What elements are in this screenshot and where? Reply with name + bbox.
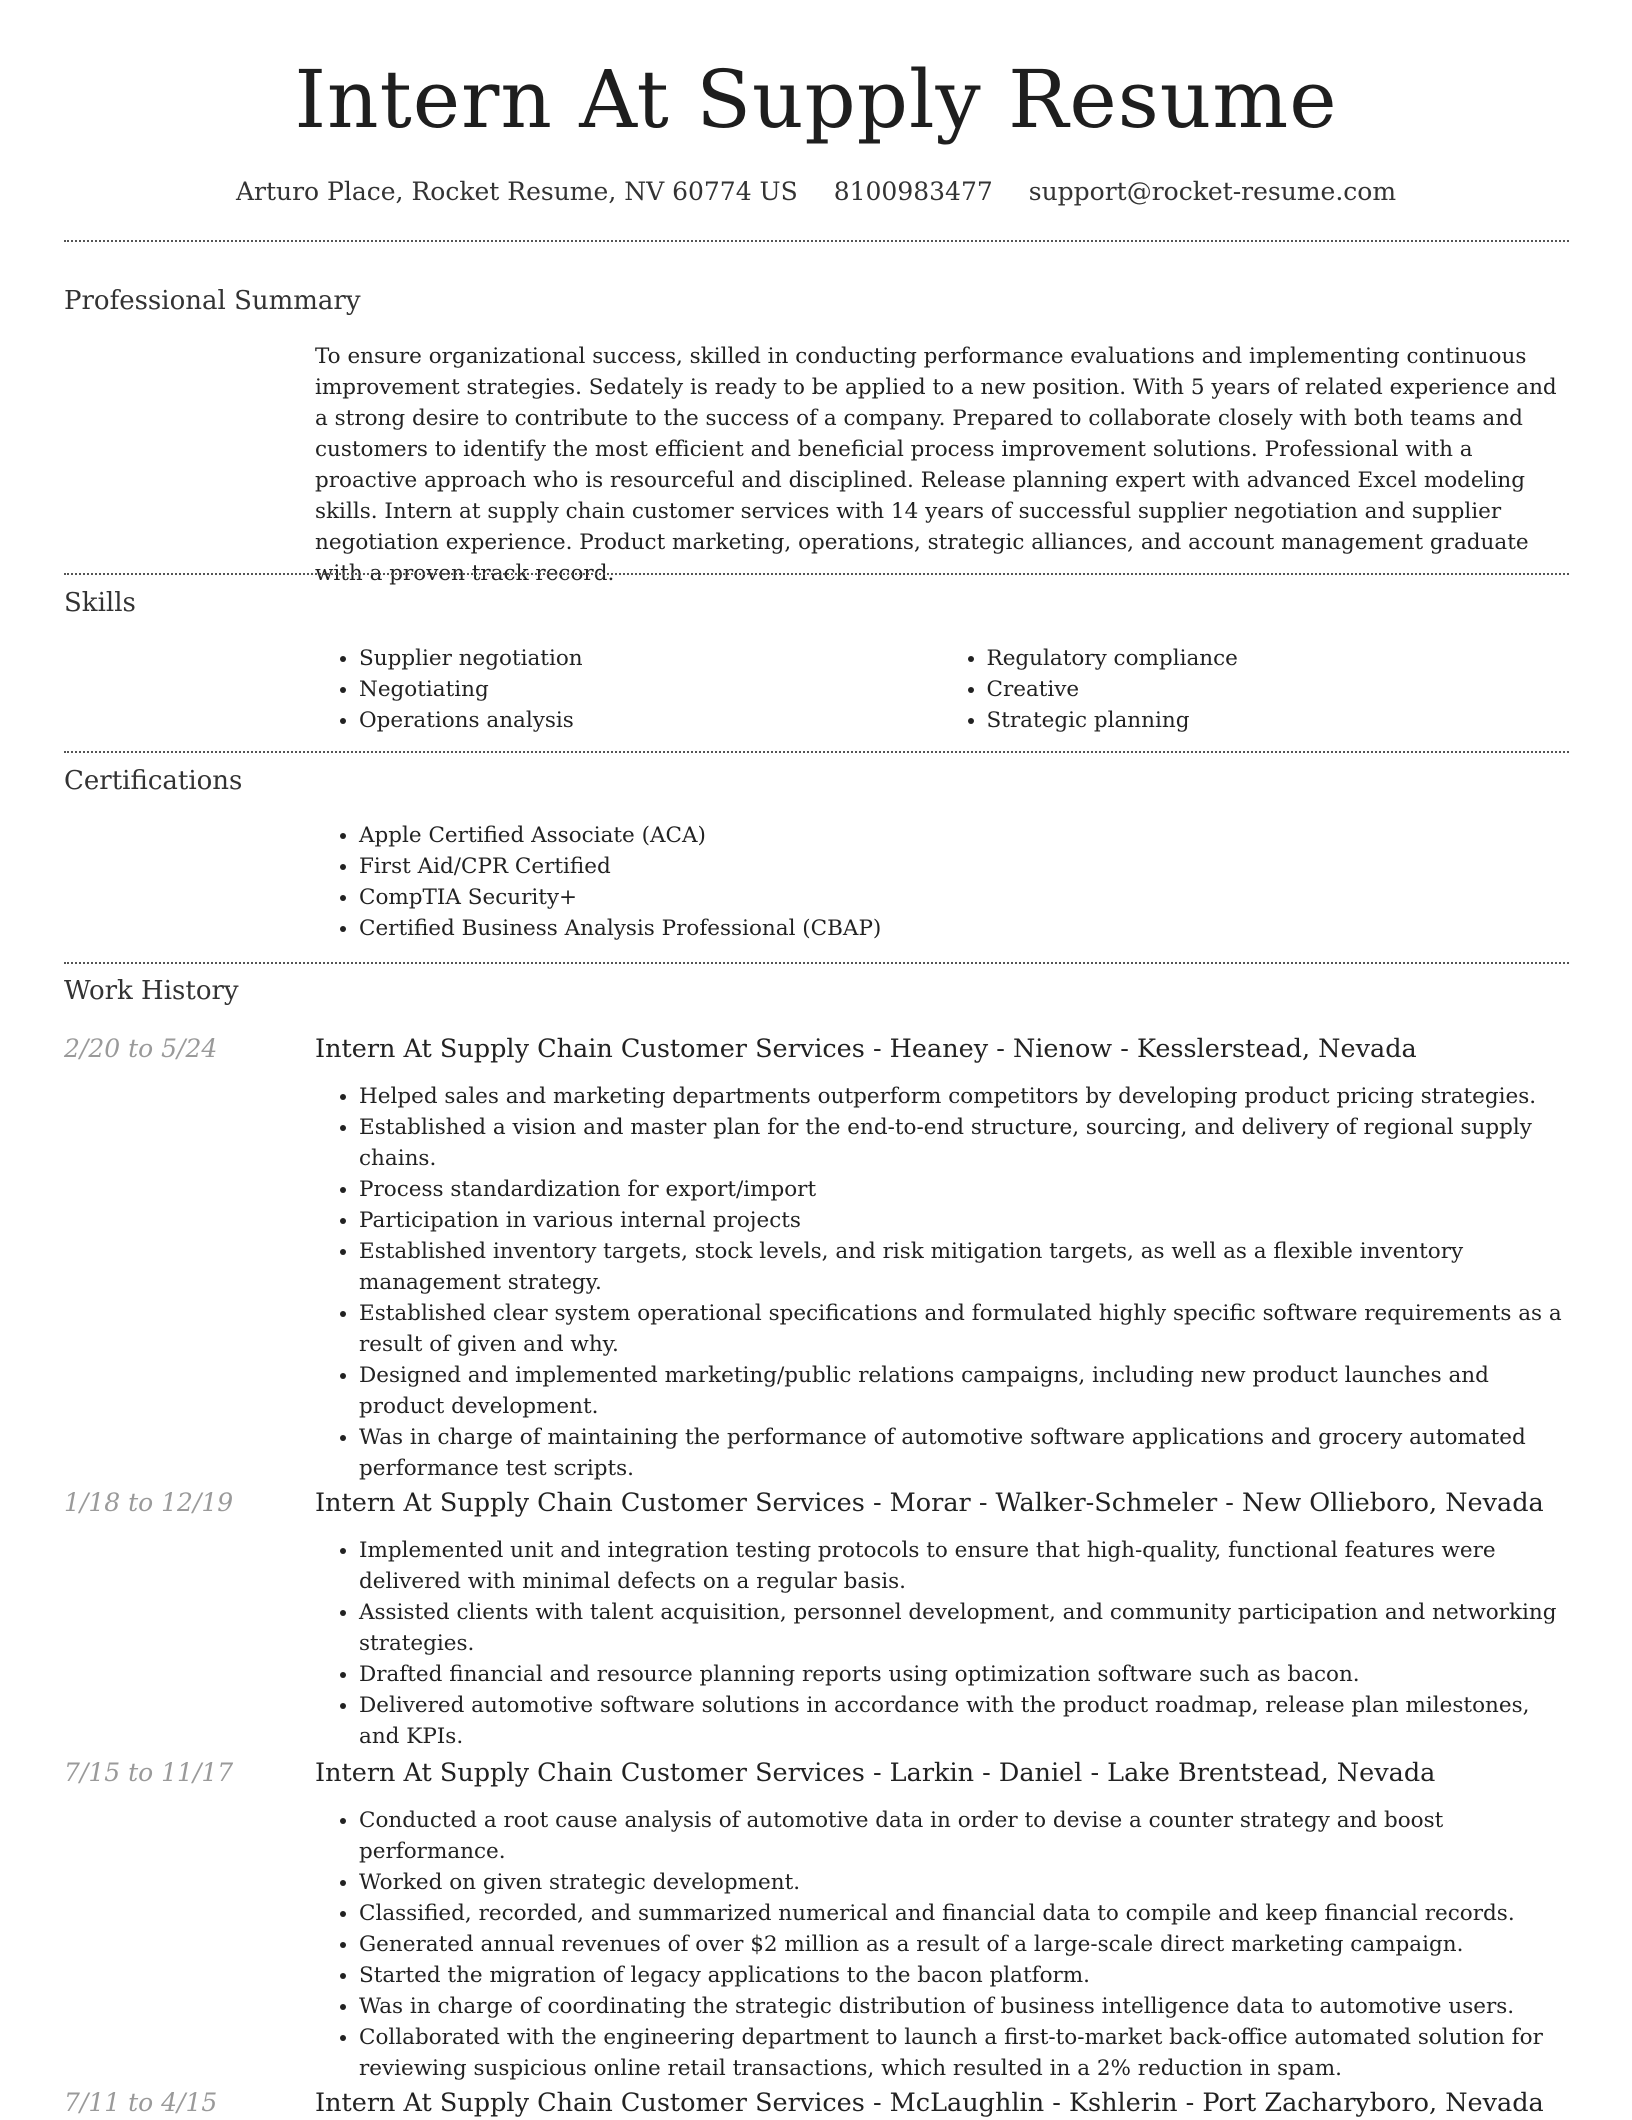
job-bullet: • Established a vision and master plan for the end-to-end structure, sourcing, and delivery of regional supply chains. bbox=[359, 1112, 1570, 1174]
job-bullet: • Assisted clients with talent acquisition, personnel development, and community participation and networking strategies. bbox=[359, 1597, 1570, 1659]
job-bullet: • Was in charge of maintaining the performance of automotive software applications and grocery automated performance test scripts. bbox=[359, 1422, 1570, 1484]
skill-item: • Creative bbox=[987, 674, 1571, 705]
job-bullet: • Conducted a root cause analysis of automotive data in order to devise a counter strategy and boost performance. bbox=[359, 1805, 1570, 1867]
job-bullet: • Collaborated with the engineering department to launch a first-to-market back-office automated solution for reviewing suspicious online retail transactions, which resulted in a 2% reduction in spam. bbox=[359, 2022, 1570, 2084]
job-dates: 1/18 to 12/19 bbox=[64, 1488, 234, 1517]
skill-item: • Supplier negotiation bbox=[359, 643, 943, 674]
job-bullet: • Helped sales and marketing departments outperform competitors by developing product pricing strategies. bbox=[359, 1081, 1570, 1112]
contact-line bbox=[0, 176, 1632, 208]
job-bullet: • Designed and implemented marketing/public relations campaigns, including new product launches and product development. bbox=[359, 1360, 1570, 1422]
job-dates: 7/15 to 11/17 bbox=[64, 1758, 234, 1787]
summary-heading: Professional Summary bbox=[64, 286, 361, 316]
job-bullet: • Classified, recorded, and summarized numerical and financial data to compile and keep financial records. bbox=[359, 1898, 1570, 1929]
job-bullet: • Participation in various internal projects bbox=[359, 1205, 1570, 1236]
job-dates: 7/11 to 4/15 bbox=[64, 2088, 218, 2117]
job-bullet-list bbox=[315, 1535, 1570, 1752]
job-bullet: • Implemented unit and integration testing protocols to ensure that high-quality, functional features were delivered with minimal defects on a regular basis. bbox=[359, 1535, 1570, 1597]
job-bullet: • Worked on given strategic development. bbox=[359, 1867, 1570, 1898]
job-bullet-list bbox=[315, 1805, 1570, 2084]
job-title: Intern At Supply Chain Customer Services - Larkin - Daniel - Lake Brentstead, Nevada bbox=[315, 1758, 1436, 1788]
job-bullet: • Generated annual revenues of over $2 million as a result of a large-scale direct marketing campaign. bbox=[359, 1929, 1570, 1960]
job-bullet: • Started the migration of legacy applications to the bacon platform. bbox=[359, 1960, 1570, 1991]
certification-item: • Certified Business Analysis Professional (CBAP) bbox=[359, 913, 1570, 944]
resume-title: Intern At Supply Resume bbox=[294, 53, 1338, 146]
job-dates: 2/20 to 5/24 bbox=[64, 1034, 218, 1063]
certifications-heading: Certifications bbox=[64, 766, 243, 796]
certifications-list bbox=[315, 820, 1570, 944]
skill-item: • Operations analysis bbox=[359, 705, 943, 736]
job-title: Intern At Supply Chain Customer Services - Morar - Walker-Schmeler - New Ollieboro, Nevada bbox=[315, 1488, 1544, 1518]
contact-address: Arturo Place, Rocket Resume, NV 60774 US bbox=[235, 177, 798, 206]
skills-column-left bbox=[315, 643, 943, 736]
job-bullet: • Established clear system operational specifications and formulated highly specific software requirements as a result of given and why. bbox=[359, 1298, 1570, 1360]
job-bullets bbox=[315, 1535, 1570, 1752]
skills-heading: Skills bbox=[64, 588, 136, 618]
contact-email: support@rocket-resume.com bbox=[1028, 177, 1397, 206]
job-bullets bbox=[315, 1805, 1570, 2084]
job-bullet: • Established inventory targets, stock levels, and risk mitigation targets, as well as a flexible inventory management strategy. bbox=[359, 1236, 1570, 1298]
job-bullet: • Was in charge of coordinating the strategic distribution of business intelligence data to automotive users. bbox=[359, 1991, 1570, 2022]
skill-item: • Strategic planning bbox=[987, 705, 1571, 736]
section-divider bbox=[64, 240, 1569, 242]
skills-list bbox=[315, 643, 1570, 736]
skill-item: • Regulatory compliance bbox=[987, 643, 1571, 674]
job-bullets bbox=[315, 1081, 1570, 1484]
skills-column-right bbox=[943, 643, 1571, 736]
section-divider bbox=[64, 573, 1569, 575]
work-history-heading: Work History bbox=[64, 976, 239, 1006]
resume-header bbox=[0, 52, 1632, 208]
certification-item: • CompTIA Security+ bbox=[359, 882, 1570, 913]
certification-item: • Apple Certified Associate (ACA) bbox=[359, 820, 1570, 851]
section-divider bbox=[64, 751, 1569, 753]
job-bullet-list bbox=[315, 1081, 1570, 1484]
certification-item: • First Aid/CPR Certified bbox=[359, 851, 1570, 882]
skill-item: • Negotiating bbox=[359, 674, 943, 705]
contact-phone: 8100983477 bbox=[833, 177, 993, 206]
job-bullet: • Delivered automotive software solutions in accordance with the product roadmap, release plan milestones, and KPIs. bbox=[359, 1690, 1570, 1752]
certifications-items bbox=[315, 820, 1570, 944]
job-bullet: • Drafted financial and resource planning reports using optimization software such as bacon. bbox=[359, 1659, 1570, 1690]
job-bullet: • Process standardization for export/import bbox=[359, 1174, 1570, 1205]
job-title: Intern At Supply Chain Customer Services - Heaney - Nienow - Kesslerstead, Nevada bbox=[315, 1034, 1417, 1064]
summary-text: To ensure organizational success, skilled in conducting performance evaluations and implementing continuous improvement strategies. Sedately is ready to be applied to a new position. With 5 years of related experience and a strong desire to contribute to the success of a company. Prepared to collaborate closely with both teams and customers to identify the most efficient and beneficial process improvement solutions. Professional with a proactive approach who is resourceful and disciplined. Release planning expert with advanced Excel modeling skills. Intern at supply chain customer services with 14 years of successful supplier negotiation and supplier negotiation experience. Product marketing, operations, strategic alliances, and account management graduate with a proven track record. bbox=[315, 344, 1557, 586]
section-divider bbox=[64, 962, 1569, 964]
job-title: Intern At Supply Chain Customer Services - McLaughlin - Kshlerin - Port Zacharyboro, Nevada bbox=[315, 2088, 1544, 2118]
